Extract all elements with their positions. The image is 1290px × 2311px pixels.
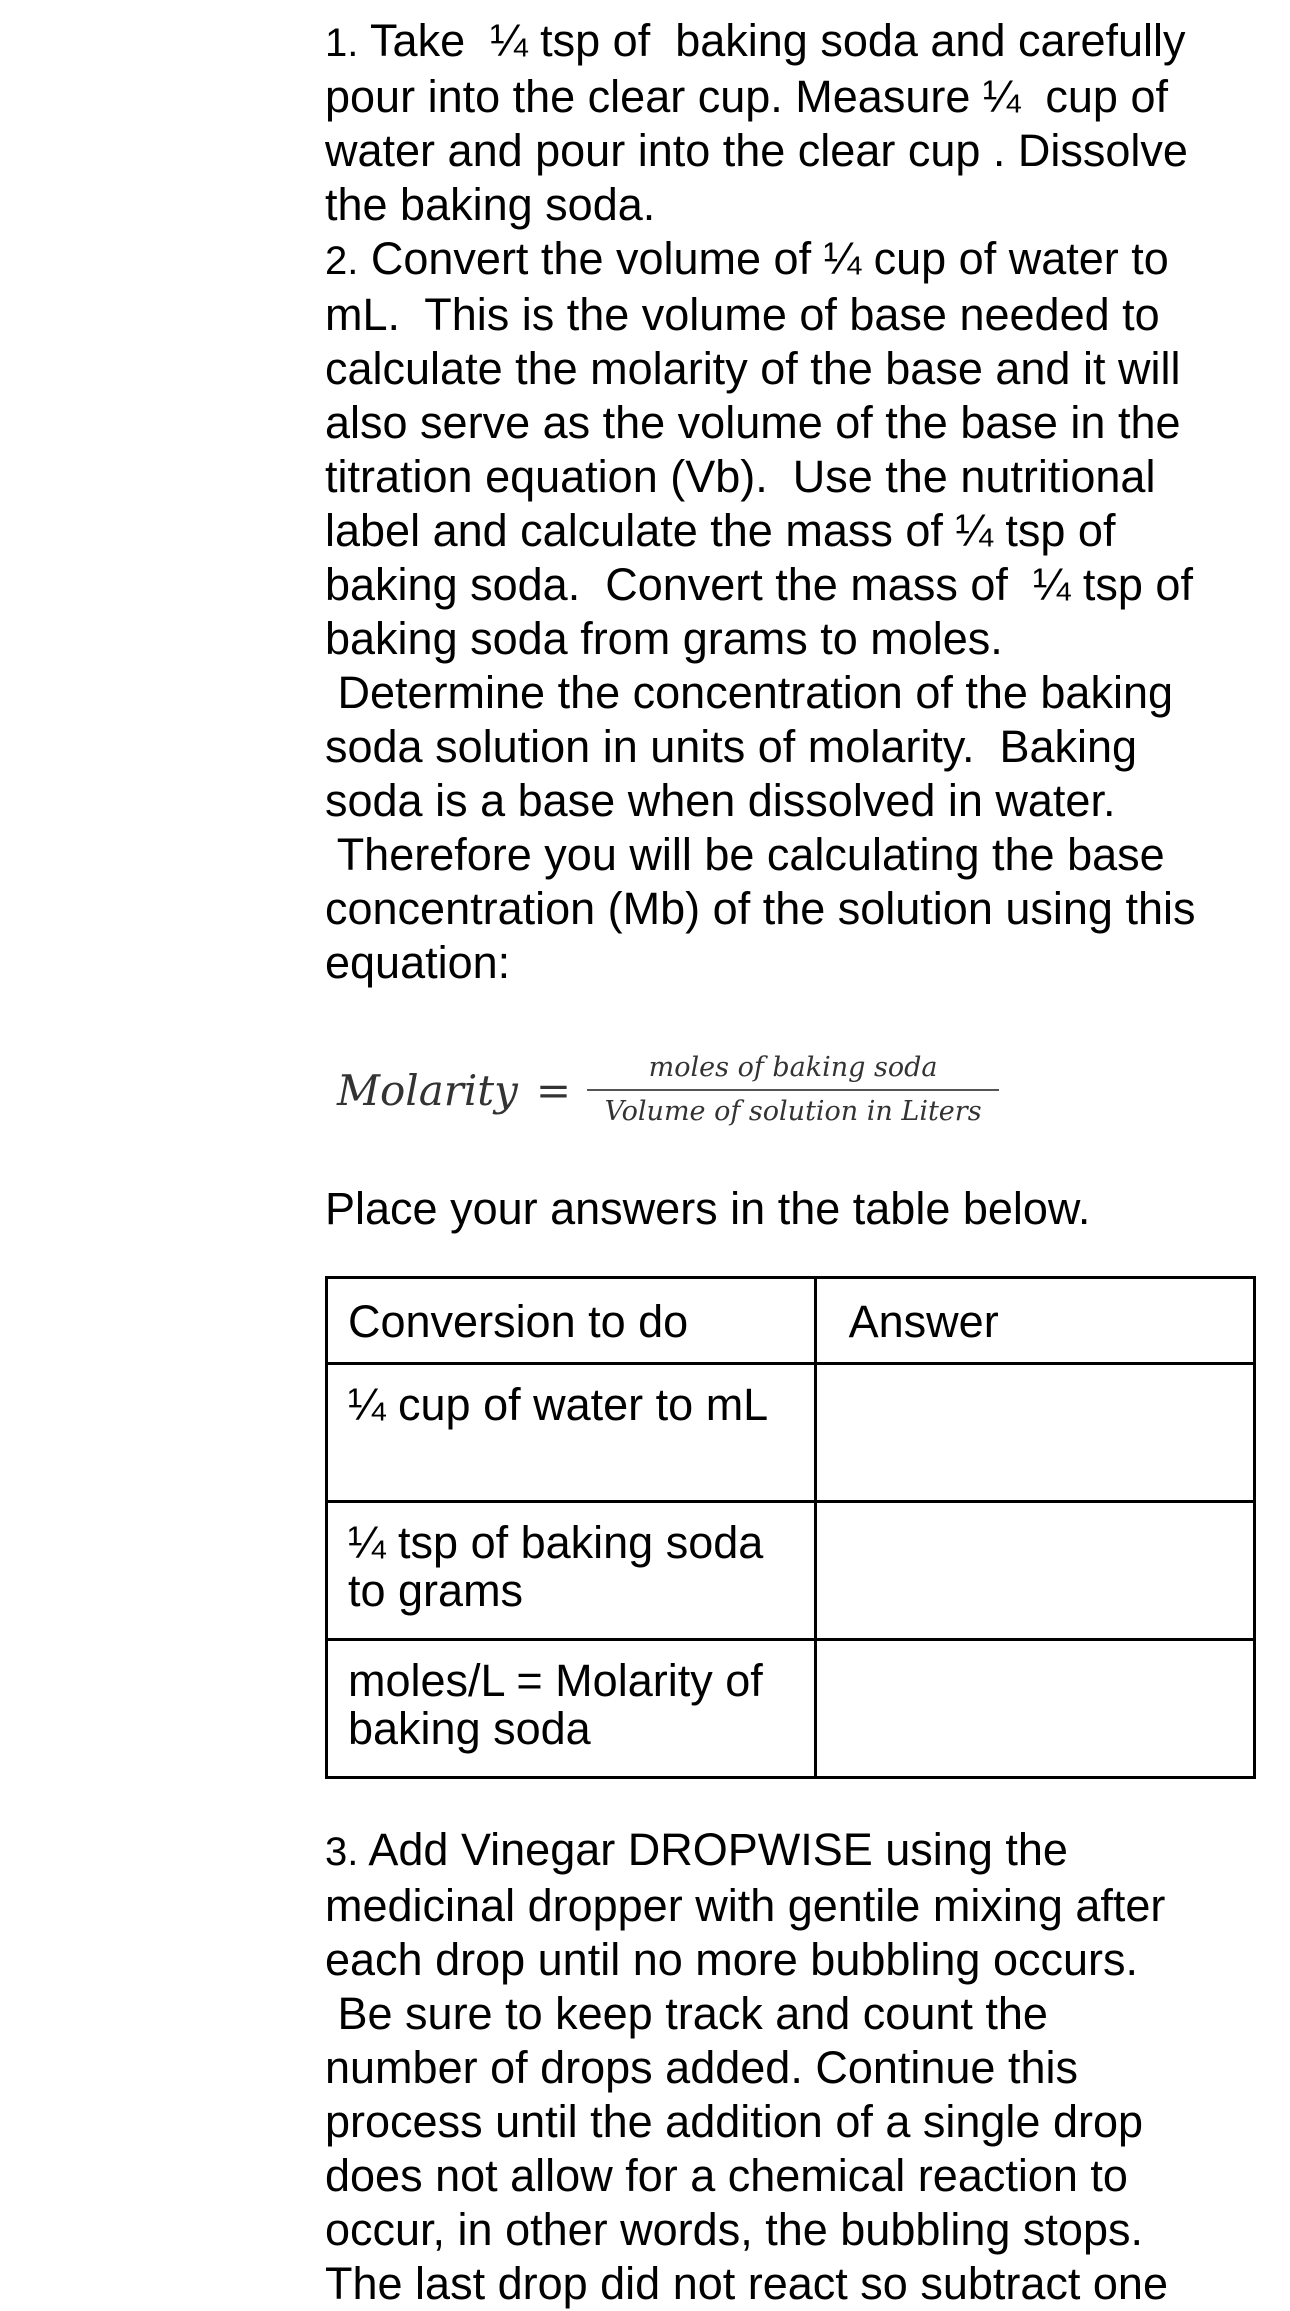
answer-text: [817, 1641, 1253, 1657]
document-page: [325, 14, 1265, 2311]
conversion-cell: [327, 1502, 816, 1640]
step-2-line: Determine the concentration of the baking: [325, 667, 1174, 718]
step-1-line: the baking soda.: [325, 179, 656, 230]
step-3-paragraph: [325, 1823, 1265, 2311]
equation-lhs: Molarity: [337, 1065, 518, 1115]
step-2-paragraph: [325, 232, 1265, 990]
answer-cell[interactable]: [815, 1640, 1254, 1778]
table-row: [327, 1364, 1255, 1502]
step-1-line: Take ¼ tsp of baking soda and carefully: [358, 15, 1186, 66]
step-1-line: water and pour into the clear cup . Dissolve: [325, 125, 1188, 176]
step-3-number: 3.: [325, 1830, 359, 1874]
answer-cell[interactable]: [815, 1364, 1254, 1502]
table-header-row: [327, 1278, 1255, 1364]
header-answer-label: Answer: [848, 1296, 999, 1347]
step-2-line: equation:: [325, 937, 511, 988]
equation-fraction: [587, 1051, 999, 1129]
step-2-line: Convert the volume of ¼ cup of water to: [358, 233, 1169, 284]
step-3-line: does not allow for a chemical reaction to: [325, 2150, 1128, 2201]
step-1-line: pour into the clear cup. Measure ¼ cup of: [325, 71, 1168, 122]
step-2-line: soda is a base when dissolved in water.: [325, 775, 1116, 826]
step-2-line: titration equation (Vb). Use the nutritional: [325, 451, 1156, 502]
step-2-line: baking soda. Convert the mass of ¼ tsp of: [325, 559, 1193, 610]
equation-equals-sign: =: [535, 1065, 572, 1115]
step-2-line: concentration (Mb) of the solution using this: [325, 883, 1196, 934]
step-3-line: number of drops added. Continue this: [325, 2042, 1078, 2093]
step-2-line: mL. This is the volume of base needed to: [325, 289, 1160, 340]
answer-cell[interactable]: [815, 1502, 1254, 1640]
step-2-line: label and calculate the mass of ¼ tsp of: [325, 505, 1116, 556]
step-3-line: Add Vinegar DROPWISE using the: [358, 1824, 1068, 1875]
step-3-line: each drop until no more bubbling occurs.: [325, 1934, 1138, 1985]
step-3-line: process until the addition of a single drop: [325, 2096, 1144, 2147]
equation-denominator: Volume of solution in Liters: [604, 1096, 982, 1127]
answer-text: [817, 1365, 1253, 1381]
conversion-text: ¼ cup of water to mL: [348, 1379, 769, 1430]
step-3-line: medicinal dropper with gentile mixing after: [325, 1880, 1166, 1931]
answer-text: [817, 1503, 1253, 1519]
table-row: [327, 1640, 1255, 1778]
step-2-line: also serve as the volume of the base in the: [325, 397, 1181, 448]
step-1-number: 1.: [325, 21, 359, 65]
conversion-table: [325, 1276, 1256, 1779]
step-2-line: soda solution in units of molarity. Baking: [325, 721, 1138, 772]
header-answer-cell: [815, 1278, 1254, 1364]
step-1-paragraph: [325, 14, 1265, 232]
conversion-cell: [327, 1364, 816, 1502]
conversion-cell: [327, 1640, 816, 1778]
table-row: [327, 1502, 1255, 1640]
conversion-text: moles/L = Molarity of baking soda: [348, 1655, 763, 1754]
step-2-number: 2.: [325, 239, 359, 283]
step-3-line: occur, in other words, the bubbling stops.: [325, 2204, 1143, 2255]
step-2-line: baking soda from grams to moles.: [325, 613, 1003, 664]
step-2-line: Therefore you will be calculating the base: [325, 829, 1165, 880]
conversion-text: ¼ tsp of baking soda to grams: [348, 1517, 764, 1616]
step-3-line: The last drop did not react so subtract one: [325, 2258, 1168, 2309]
step-2-line: calculate the molarity of the base and it will: [325, 343, 1181, 394]
header-conversion-label: Conversion to do: [348, 1296, 689, 1347]
step-3-line: Be sure to keep track and count the: [325, 1988, 1048, 2039]
header-conversion-cell: [327, 1278, 816, 1364]
molarity-equation: [337, 1050, 1265, 1130]
table-instruction: Place your answers in the table below.: [325, 1183, 1091, 1234]
equation-numerator: moles of baking soda: [648, 1052, 938, 1083]
